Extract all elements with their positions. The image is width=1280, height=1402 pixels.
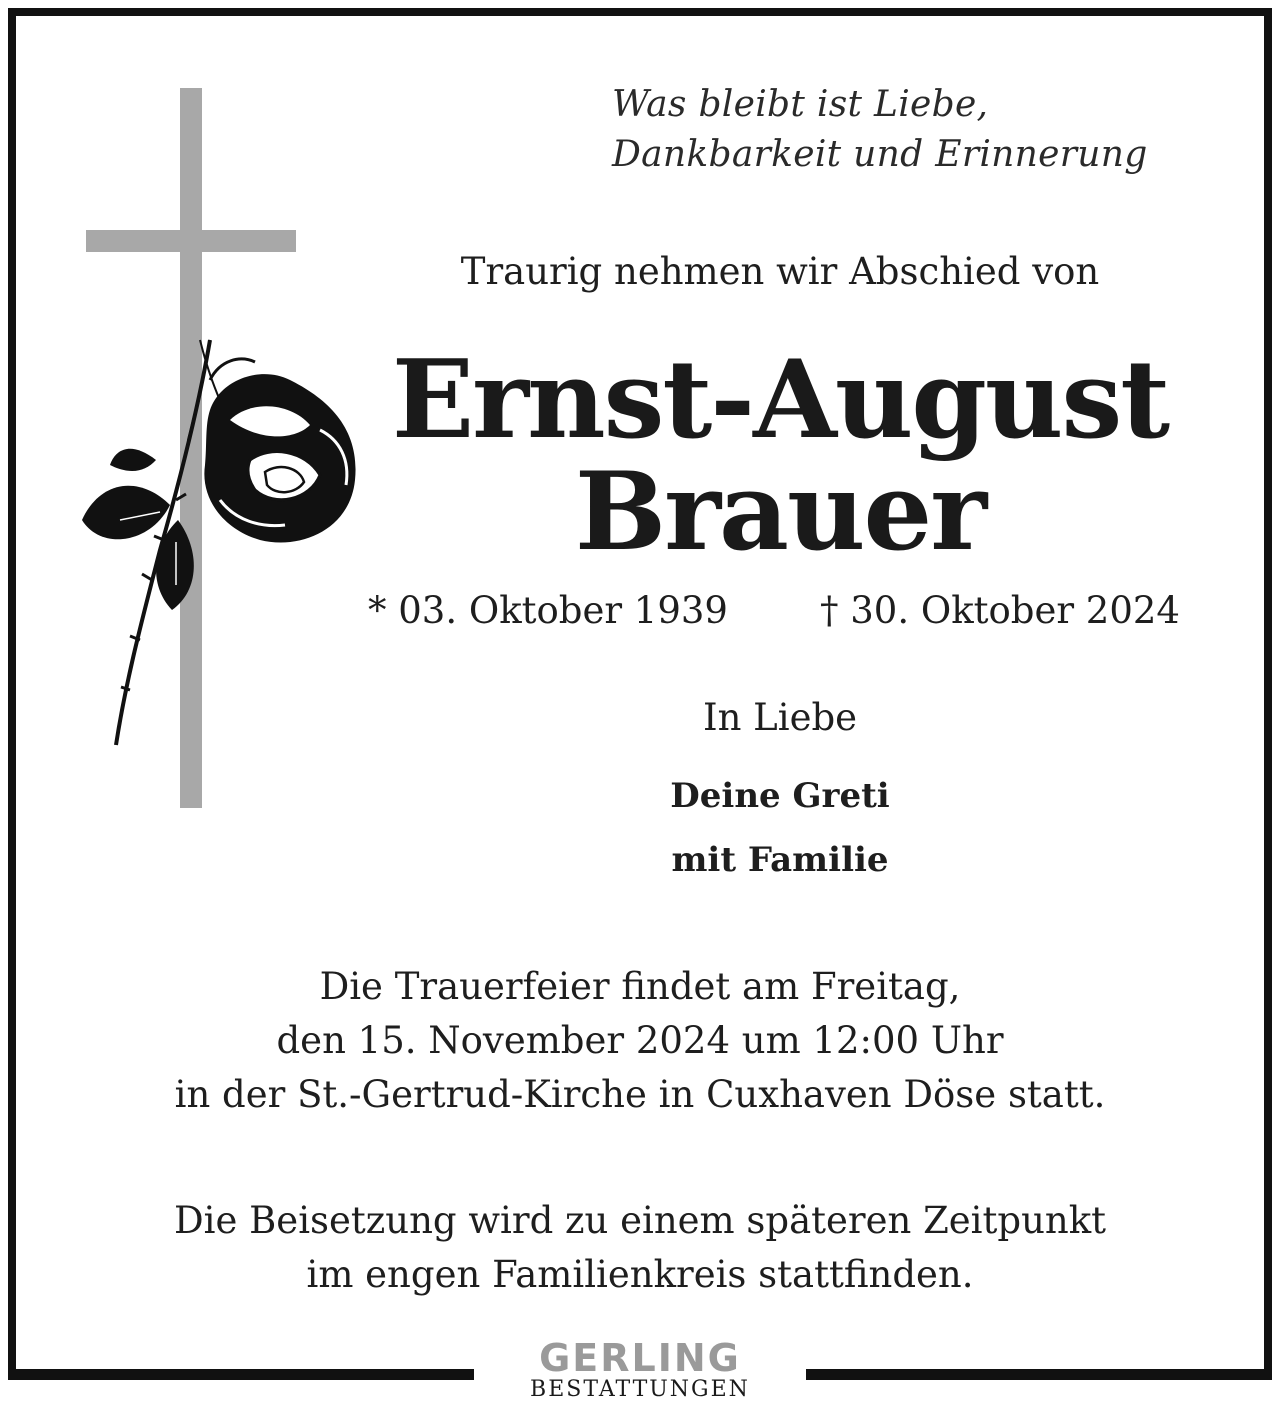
rose-icon	[82, 340, 356, 745]
signer-line-1: Deine Greti	[670, 776, 890, 816]
deceased-first-name: Ernst-August	[391, 337, 1169, 463]
funeral-line-2: den 15. November 2024 um 12:00 Uhr	[276, 1019, 1004, 1062]
motto-line-1: Was bleibt ist Liebe,	[612, 84, 989, 125]
funeral-home-logo	[474, 1334, 806, 1402]
motto	[612, 80, 1232, 180]
cross-with-rose-illustration	[60, 80, 380, 820]
funeral-line-3: in der St.-Gertrud-Kirche in Cuxhaven Döse statt.	[174, 1073, 1106, 1116]
death-date: † 30. Oktober 2024	[820, 589, 1180, 632]
logo-name: GERLING	[539, 1336, 741, 1380]
logo-subtitle: BESTATTUNGEN	[530, 1377, 750, 1402]
bottom-rule-right	[806, 1369, 1272, 1380]
closing-text: In Liebe	[702, 696, 858, 739]
motto-line-2: Dankbarkeit und Erinnerung	[612, 134, 1148, 175]
birth-date: * 03. Oktober 1939	[368, 589, 728, 632]
funeral-line-1: Die Trauerfeier findet am Freitag,	[319, 965, 961, 1008]
burial-info	[60, 1194, 1220, 1302]
intro-text: Traurig nehmen wir Abschied von	[460, 250, 1100, 293]
bottom-rule-left	[8, 1369, 474, 1380]
funeral-info	[60, 960, 1220, 1122]
signer-line-2: mit Familie	[671, 840, 889, 880]
burial-line-1: Die Beisetzung wird zu einem späteren Zeitpunkt	[173, 1199, 1107, 1242]
deceased-last-name: Brauer	[574, 449, 986, 575]
burial-line-2: im engen Familienkreis stattfinden.	[306, 1253, 974, 1296]
